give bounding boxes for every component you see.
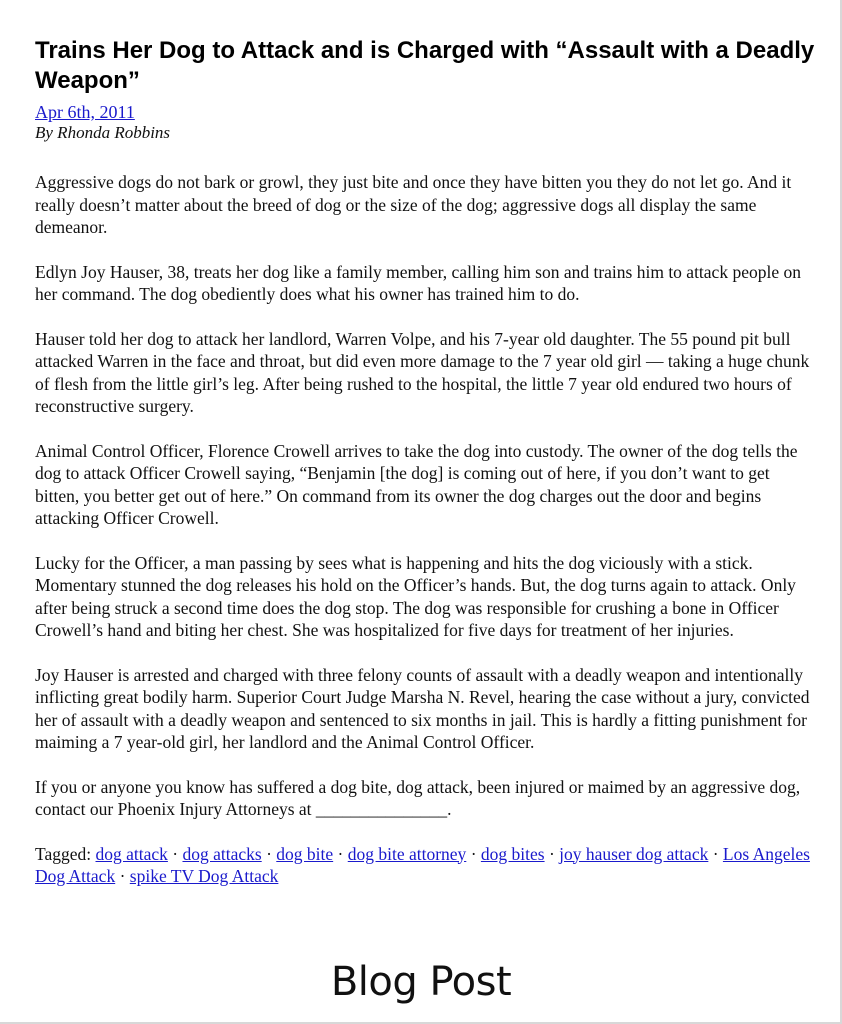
blog-article: [35, 36, 815, 888]
tag-link-joy-hauser-dog-attack[interactable]: joy hauser dog attack: [559, 843, 709, 864]
tag-link-los-angeles-dog-attack[interactable]: Los Angeles Dog Attack: [35, 843, 810, 886]
tag-link-dog-attack[interactable]: dog attack: [95, 843, 168, 864]
tag-separator: ·: [266, 843, 272, 864]
article-paragraph-6: Joy Hauser is arrested and charged with three felony counts of assault with a deadly weapon and intentionally inflicting great bodily harm. Superior Court Judge Marsha N. Revel, hearing the case without a jury, convicted her of assault with a deadly weapon and sentenced to six months in jail. This is hardly a fitting punishment for maiming a 7 year-old girl, her landlord and the Animal Control Officer.: [35, 664, 810, 752]
tag-separator: ·: [470, 843, 477, 864]
article-paragraph-2: Edlyn Joy Hauser, 38, treats her dog like a family member, calling him son and trains him to attack people on her command. The dog obediently does what his owner has trained him to do.: [35, 261, 801, 304]
post-date-link[interactable]: Apr 6th, 2011: [35, 102, 135, 122]
tag-link-dog-bite-attorney[interactable]: dog bite attorney: [347, 843, 467, 864]
article-byline: By Rhonda Robbins: [35, 123, 171, 142]
tag-separator: ·: [712, 843, 719, 864]
document-type-label: Blog Post: [330, 959, 512, 1005]
tag-separator: ·: [172, 843, 179, 864]
article-paragraph-1: Aggressive dogs do not bark or growl, they just bite and once they have bitten you they do not let go. And it really doesn’t matter about the breed of dog or the size of the dog; aggressive dogs all display the same demeanor.: [35, 172, 792, 237]
tag-link-spike-tv-dog-attack[interactable]: spike TV Dog Attack: [129, 866, 279, 886]
tag-link-dog-bite[interactable]: dog bite: [276, 843, 334, 864]
tag-separator: ·: [119, 866, 126, 886]
article-title: Trains Her Dog to Attack and is Charged with “Assault with a Deadly Weapon”: [35, 37, 815, 94]
tag-separator: ·: [548, 843, 555, 864]
article-paragraph-5: Lucky for the Officer, a man passing by sees what is happening and hits the dog viciously with a stick. Momentary stunned the dog releases his hold on the Officer’s hands. But, the dog turns again to attack. Only after being struck a second time does the dog stop. The dog was responsible for crushing a bone in Officer Crowell’s hand and biting her chest. She was hospitalized for five days for treatment of her injuries.: [35, 552, 796, 640]
tag-link-dog-bites[interactable]: dog bites: [480, 843, 545, 864]
tag-link-dog-attacks[interactable]: dog attacks: [182, 843, 262, 864]
article-paragraph-7: If you or anyone you know has suffered a dog bite, dog attack, been injured or maimed by an aggressive dog, contact our Phoenix Injury Attorneys at _______________.: [35, 776, 801, 819]
tags-label: Tagged:: [35, 843, 92, 864]
article-paragraph-4: Animal Control Officer, Florence Crowell arrives to take the dog into custody. The owner of the dog tells the dog to attack Officer Crowell saying, “Benjamin [the dog] is coming out of here, if you don’t want to get bitten, you better get out of here.” On command from its owner the dog charges out the door and begins attacking Officer Crowell.: [35, 440, 798, 528]
tag-list: [35, 843, 815, 888]
tag-separator: ·: [337, 843, 344, 864]
article-paragraph-3: Hauser told her dog to attack her landlord, Warren Volpe, and his 7-year old daughter. The 55 pound pit bull attacked Warren in the face and throat, but did even more damage to the 7 year old girl — taking a huge chunk of flesh from the little girl’s leg. After being rushed to the hospital, the little 7 year old endured two hours of reconstructive surgery.: [35, 328, 810, 416]
